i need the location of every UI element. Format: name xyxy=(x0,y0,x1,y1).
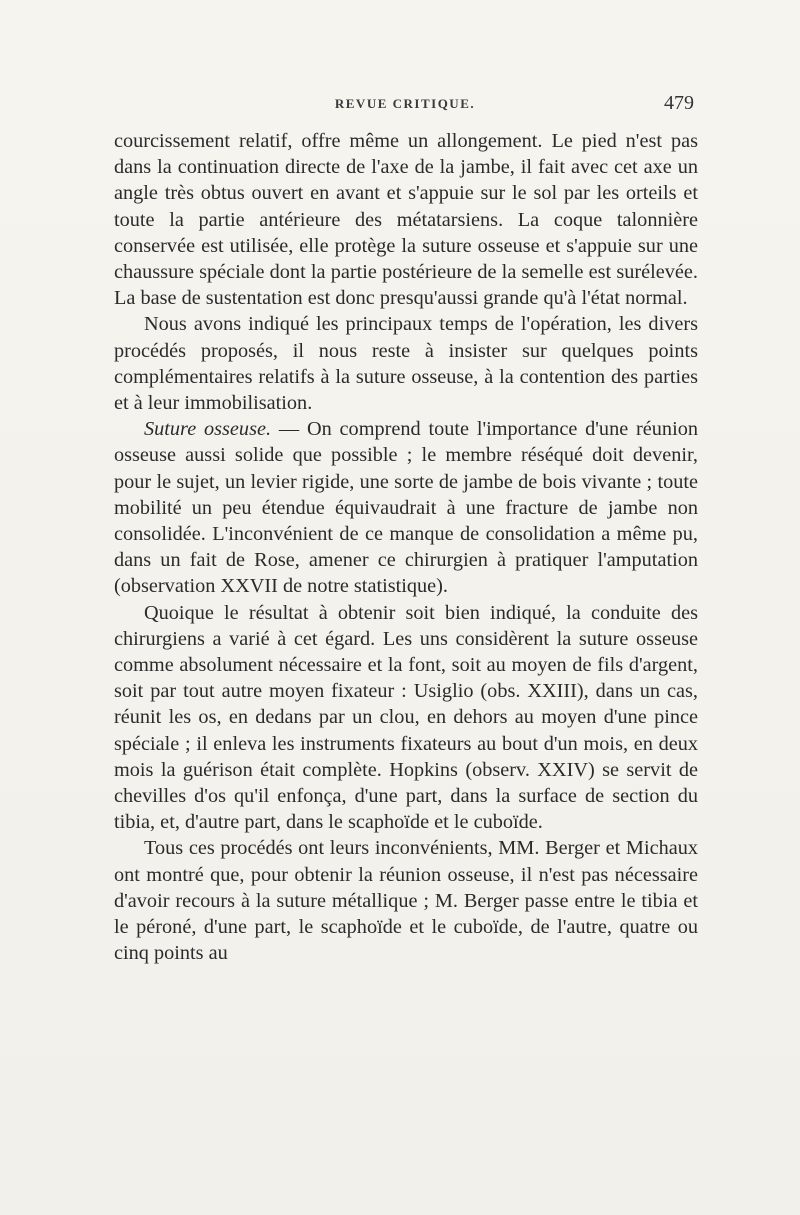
paragraph-continuation xyxy=(114,128,698,311)
paragraph-text: — On comprend toute l'importance d'une réunion osseuse aussi solide que possible ; le membre réséqué doit devenir, pour le sujet, un levier rigide, une sorte de jambe de bois vivante ; toute mobilité un peu étendue équivaudrait à une fracture de jambe non consolidée. L'inconvénient de ce manque de consolidation a même pu, dans un fait de Rose, amener ce chirurgien à pratiquer l'amputation (observation XXVII de notre statistique). xyxy=(114,418,698,598)
paragraph-text: Quoique le résultat à obtenir soit bien indiqué, la conduite des chirurgiens a varié à cet égard. Les uns considèrent la suture osseuse comme absolument nécessaire et la font, soit au moyen de fils d'argent, soit par tout autre moyen fixateur : Usiglio (obs. XXIII), dans un cas, réunit les os, en dedans par un clou, en dehors au moyen d'une pince spéciale ; il enleva les instruments fixateurs au bout d'un mois, en deux mois la guérison était complète. Hopkins (observ. XXIV) se servit de chevilles d'os qu'il enfonça, d'une part, dans la surface de section du tibia, et, d'autre part, dans le scaphoïde et le cuboïde. xyxy=(114,601,698,834)
paragraph xyxy=(114,835,698,966)
paragraph-text: courcissement relatif, offre même un allongement. Le pied n'est pas dans la continuation directe de l'axe de la jambe, il fait avec cet axe un angle très obtus ouvert en avant et s'appuie sur le sol par les orteils et toute la partie antérieure des métatarsiens. La coque talonnière conservée est utilisée, elle protège la suture osseuse et s'appuie sur une chaussure spéciale dont la partie postérieure de la semelle est surélevée. La base de sustentation est donc presqu'aussi grande qu'à l'état normal. xyxy=(114,130,698,310)
page-number: 479 xyxy=(664,92,694,114)
section-lead-italic: Suture osseuse. xyxy=(144,418,272,441)
paragraph-suture-osseuse xyxy=(114,416,698,599)
paragraph xyxy=(114,311,698,416)
body-text xyxy=(114,128,698,967)
paragraph-text: Tous ces procédés ont leurs inconvénients, MM. Berger et Michaux ont montré que, pour obtenir la réunion osseuse, il n'est pas nécessaire d'avoir recours à la suture métallique ; M. Berger passe entre le tibia et le péroné, d'une part, le scaphoïde et le cuboïde, de l'autre, quatre ou cinq points au xyxy=(114,837,698,965)
paragraph-text: Nous avons indiqué les principaux temps de l'opération, les divers procédés proposés, il nous reste à insister sur quelques points complémentaires relatifs à la suture osseuse, à la contention des parties et à leur immobilisation. xyxy=(114,313,698,415)
paragraph xyxy=(114,600,698,836)
running-title: REVUE CRITIQUE. xyxy=(334,96,476,111)
running-head xyxy=(112,92,698,118)
